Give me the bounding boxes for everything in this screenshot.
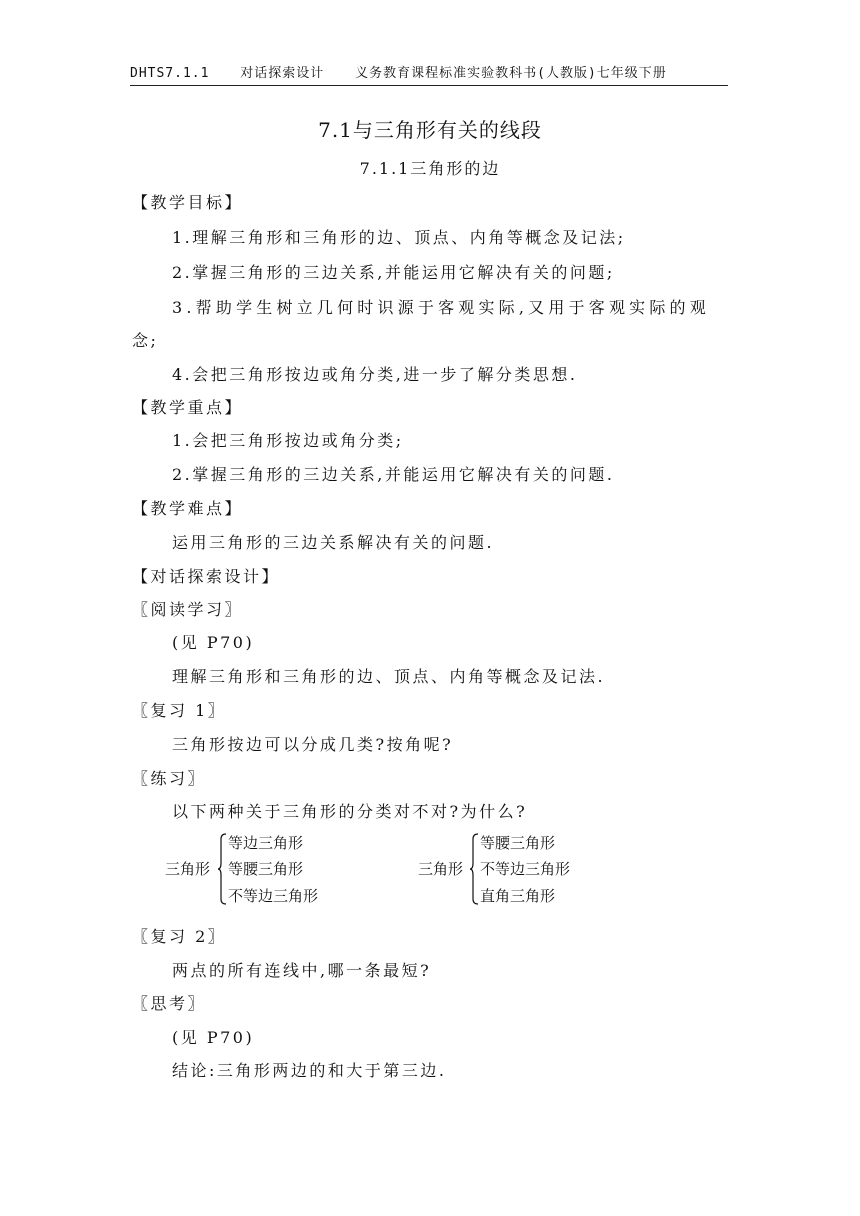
review2-label: 〖复习 2〗 [132,927,227,946]
dialogue-heading: 【对话探索设计】 [132,567,281,586]
page-title: 7.1与三角形有关的线段 [318,118,542,142]
practice-text: 以下两种关于三角形的分类对不对?为什么? [172,802,528,821]
brace-left-icon [217,833,227,905]
left-option-3: 不等边三角形 [228,887,319,905]
reading-label: 〖阅读学习〗 [132,600,244,619]
reading-text: 理解三角形和三角形的边、顶点、内角等概念及记法. [172,667,606,686]
header-book: 义务教育课程标准实验教科书(人教版)七年级下册 [355,66,667,81]
goals-heading: 【教学目标】 [132,193,244,212]
think-text: 结论:三角形两边的和大于第三边. [172,1061,447,1080]
difficulty-text: 运用三角形的三边关系解决有关的问题. [172,533,495,552]
review2-text: 两点的所有连线中,哪一条最短? [172,961,432,980]
right-option-1: 等腰三角形 [480,834,556,852]
goal-item-4: 4.会把三角形按边或角分类,进一步了解分类思想. [172,365,578,384]
left-option-1: 等边三角形 [228,834,304,852]
right-option-2: 不等边三角形 [480,860,571,878]
key-heading: 【教学重点】 [132,398,244,417]
classification-right-root: 三角形 [418,860,464,878]
reading-ref: (见 P70) [172,633,255,652]
difficulty-heading: 【教学难点】 [132,499,244,518]
key-item-2: 2.掌握三角形的三边关系,并能运用它解决有关的问题. [172,465,615,484]
right-option-3: 直角三角形 [480,887,556,905]
goal-item-2: 2.掌握三角形的三边关系,并能运用它解决有关的问题; [172,263,615,282]
think-ref: (见 P70) [172,1028,255,1047]
page-subtitle: 7.1.1三角形的边 [359,159,501,178]
left-option-2: 等腰三角形 [228,860,304,878]
review1-label: 〖复习 1〗 [132,701,227,720]
header-section: 对话探索设计 [240,66,325,81]
goal-item-1: 1.理解三角形和三角形的边、顶点、内角等概念及记法; [172,228,626,247]
review1-text: 三角形按边可以分成几类?按角呢? [172,735,454,754]
key-item-1: 1.会把三角形按边或角分类; [172,431,404,450]
brace-right-icon [469,833,479,905]
classification-left-root: 三角形 [165,860,211,878]
header-code: DHTS7.1.1 [130,66,210,81]
goal-item-3-cont: 念; [132,331,159,350]
practice-label: 〖练习〗 [132,769,207,788]
goal-item-3: 3.帮助学生树立几何时识源于客观实际,又用于客观实际的观 [172,298,710,317]
page-header [130,62,728,86]
think-label: 〖思考〗 [132,994,207,1013]
